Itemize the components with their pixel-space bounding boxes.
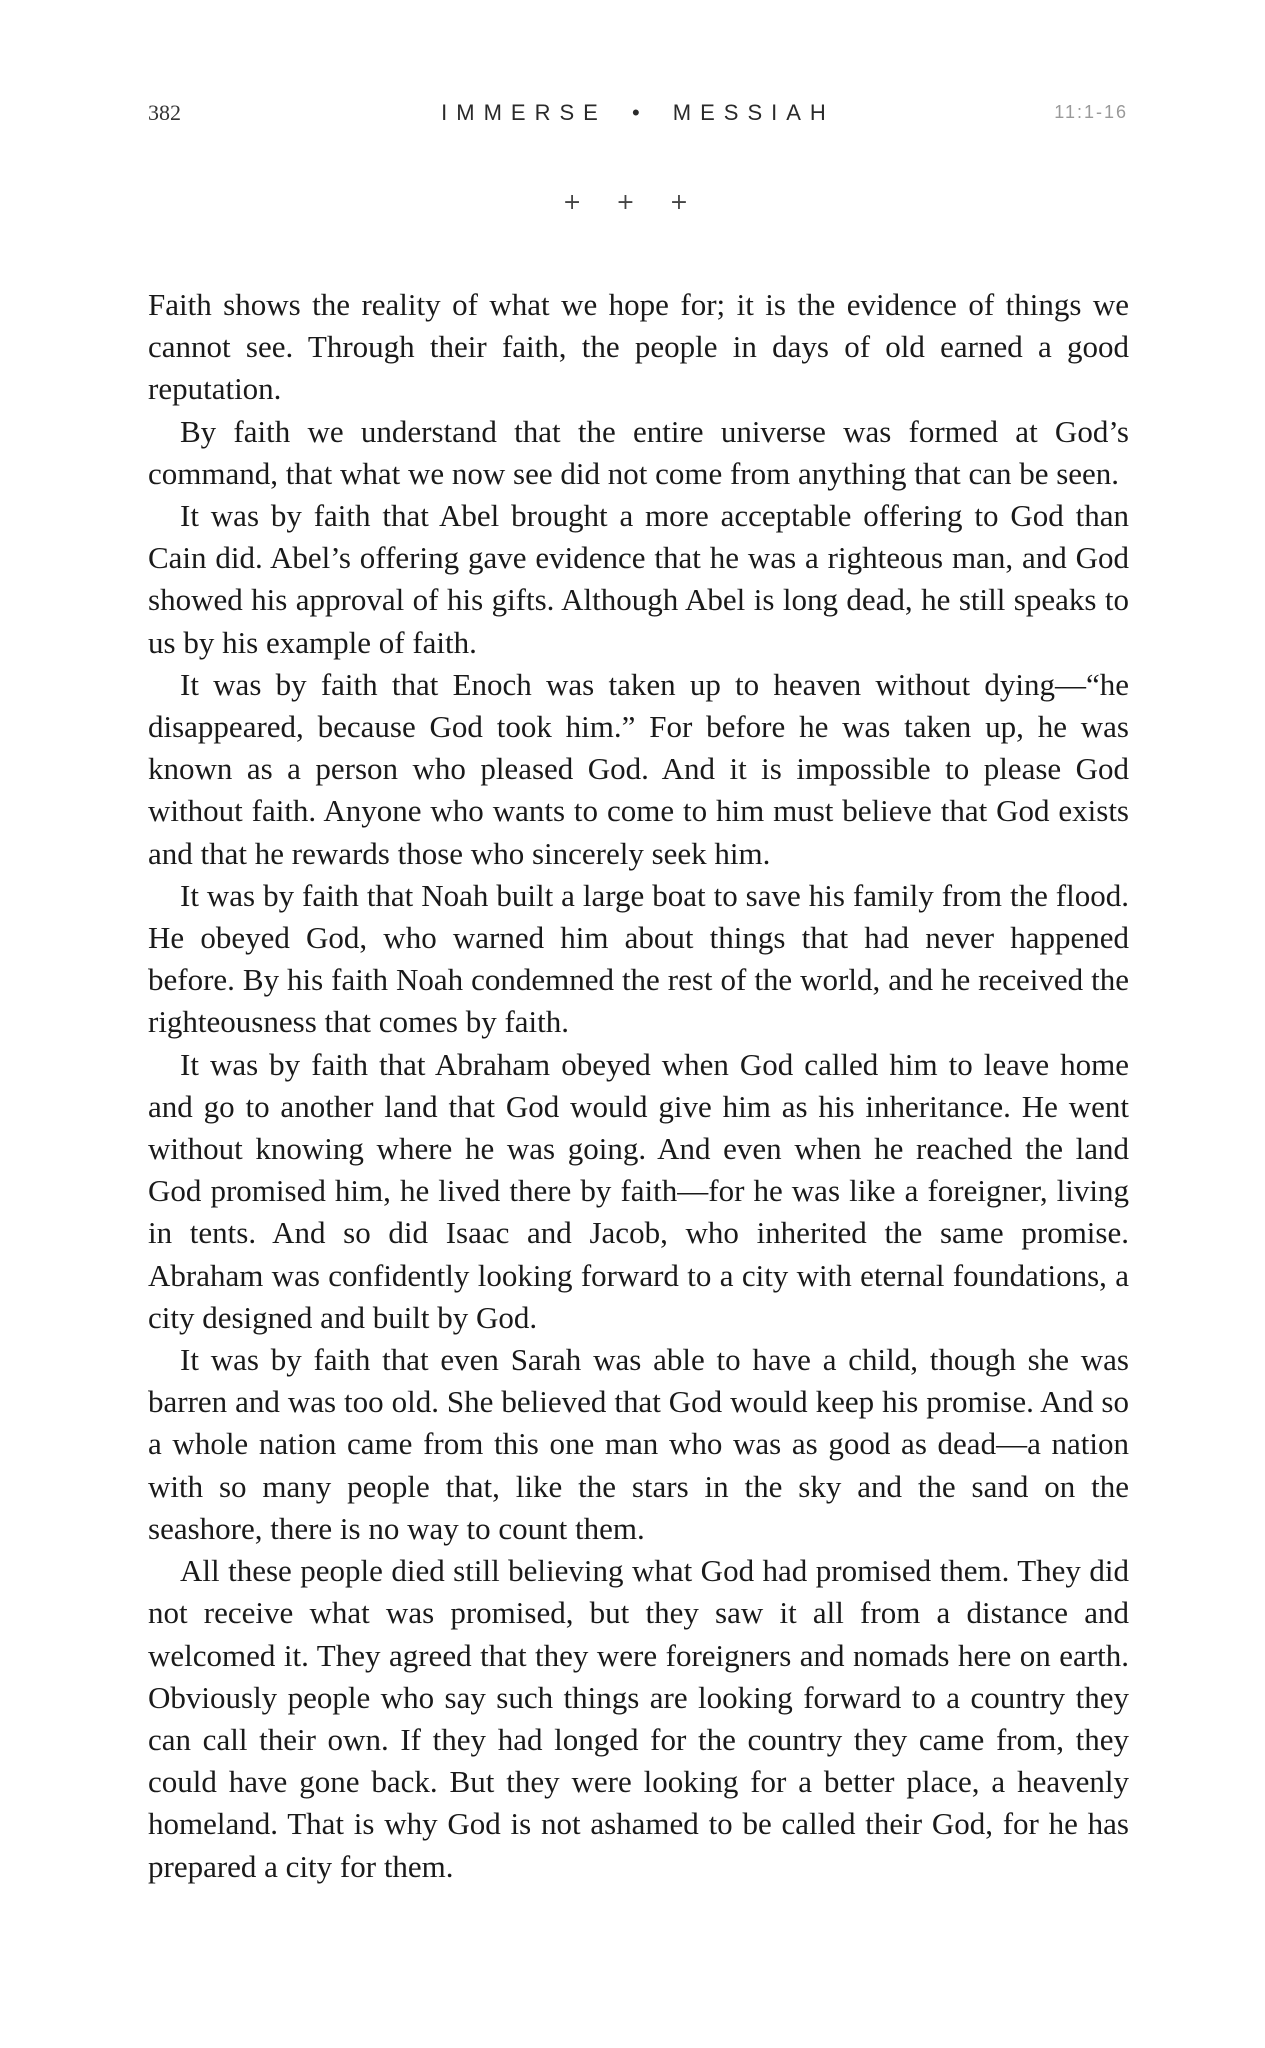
running-head xyxy=(148,100,1128,130)
paragraph: It was by faith that Abel brought a more acceptable offering to God than Cain did. Abel’s offering gave evidence that he was a righteous man, and God showed his approval of his gifts. Although Abel is long dead, he still speaks to us by his example of faith. xyxy=(148,498,1129,660)
book-title xyxy=(148,100,1128,126)
paragraph: It was by faith that Noah built a large boat to save his family from the flood. He obeyed God, who warned him about things that had never happened before. By his faith Noah condemned the rest of the world, and he received the righteousness that comes by faith. xyxy=(148,877,1129,1040)
paragraph: All these people died still believing what God had promised them. They did not receive what was promised, but they saw it all from a distance and welcomed it. They agreed that they were foreigners and nomads here on earth. Obviously people who say such things are looking forward to a country they can call their own. If they had longed for the country they came from, they could have gone back. But they were looking for a better place, a heavenly homeland. That is why God is not ashamed to be called their God, for he has prepared a city for them. xyxy=(148,1553,1129,1884)
book-title-left: IMMERSE xyxy=(441,100,607,125)
page-number: 382 xyxy=(148,100,181,125)
body-text xyxy=(148,284,1129,1888)
paragraph: It was by faith that Abraham obeyed when God called him to leave home and go to another land that God would give him as his inheritance. He went without knowing where he was going. And even when he reached the land God promised him, he lived there by faith—for he was like a foreigner, living in tents. And so did Isaac and Jacob, who inherited the same promise. Abraham was confidently looking forward to a city with eternal foundations, a city designed and built by God. xyxy=(148,1046,1129,1335)
book-title-right: MESSIAH xyxy=(672,100,835,125)
section-break-ornament: + + + xyxy=(562,190,703,215)
chapter-reference: 11:1-16 xyxy=(1054,102,1128,122)
paragraph: By faith we understand that the entire universe was formed at God’s command, that what we now see did not come from anything that can be seen. xyxy=(148,413,1129,491)
paragraph: Faith shows the reality of what we hope for; it is the evidence of things we cannot see. Through their faith, the people in days of old earned a good reputation. xyxy=(148,287,1129,407)
paragraph: It was by faith that even Sarah was able to have a child, though she was barren and was too old. She believed that God would keep his promise. And so a whole nation came from this one man who was as good as dead—a nation with so many people that, like the stars in the sky and the sand on the seashore, there is no way to count them. xyxy=(148,1342,1129,1546)
title-separator: • xyxy=(631,100,640,125)
paragraph: It was by faith that Enoch was taken up to heaven without dying—“he disappeared, because God took him.” For before he was taken up, he was known as a person who pleased God. And it is impossible to please God without faith. Anyone who wants to come to him must believe that God exists and that he rewards those who sincerely seek him. xyxy=(148,666,1129,871)
